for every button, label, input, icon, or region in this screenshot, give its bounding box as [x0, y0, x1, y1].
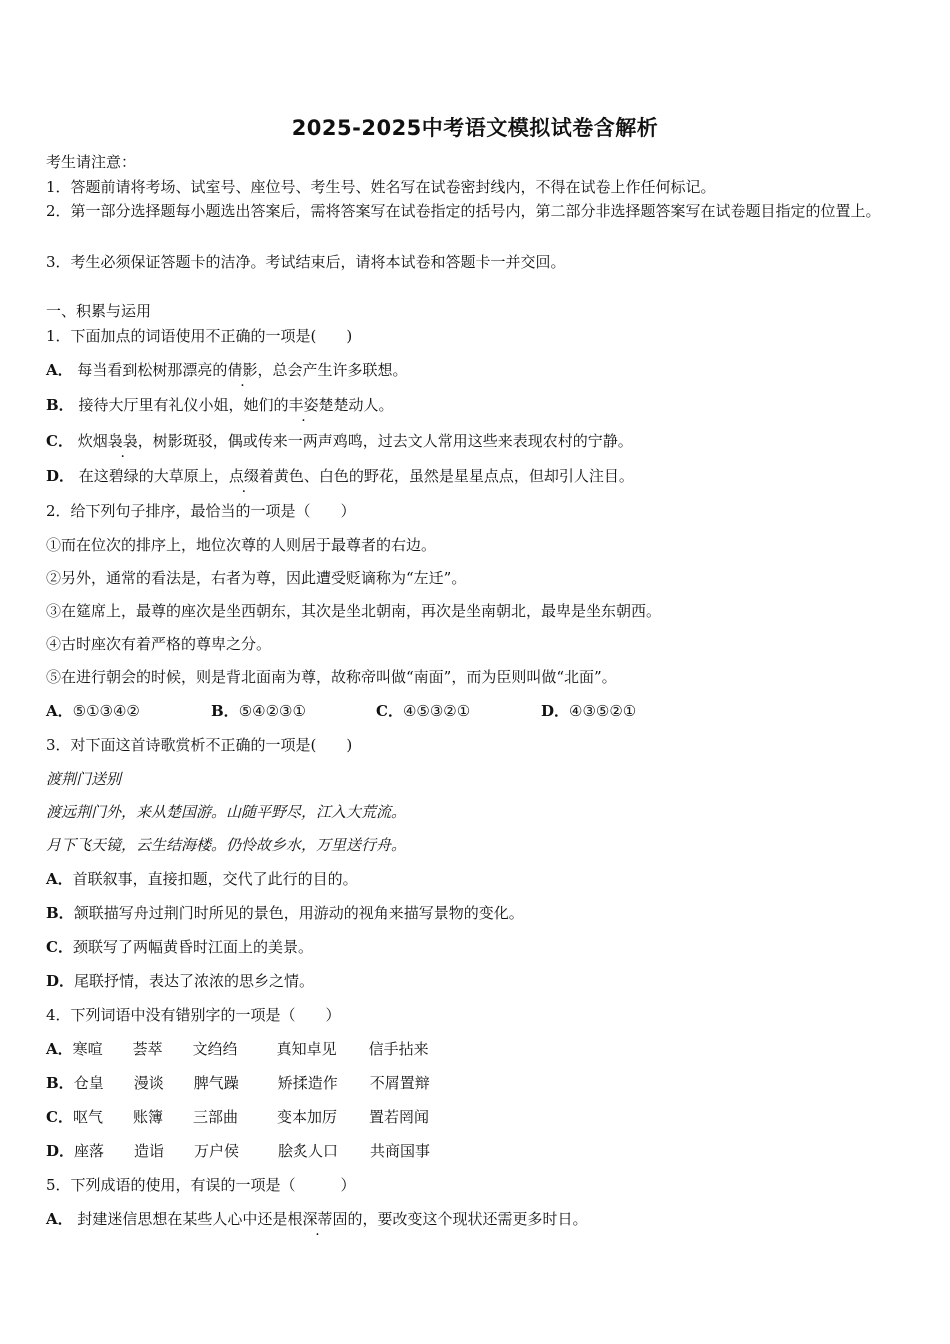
q2-sentence-4: ④古时座次有着严格的尊卑之分。: [46, 635, 272, 653]
q4-word: 真知卓见: [276, 1040, 337, 1058]
q1-option-d: [46, 465, 634, 487]
q2-option-d: [541, 700, 636, 722]
option-label: D．: [541, 702, 570, 720]
option-text: ⑤①③④②: [72, 702, 140, 720]
poem-line-1: 渡远荆门外，来从楚国游。山随平野尽，江入大荒流。: [46, 803, 407, 821]
option-text: 颈联写了两幅黄昏时江面上的美景。: [72, 938, 313, 956]
page-title: 2025-2025中考语文模拟试卷含解析: [291, 116, 659, 140]
option-label: B．: [46, 904, 74, 922]
q4-word: 座落: [74, 1142, 105, 1160]
q4-word: 呕气: [72, 1108, 103, 1126]
q1-stem: 1．下面加点的词语使用不正确的一项是( ): [46, 327, 353, 345]
notice-item-3: 3．考生必须保证答题卡的洁净。考试结束后，请将本试卷和答题卡一并交回。: [46, 253, 566, 271]
option-label: A．: [46, 1040, 73, 1058]
dotted-word: 根深蒂固: [287, 1210, 348, 1228]
q2-option-c: [376, 700, 541, 722]
option-label: D．: [46, 467, 75, 485]
dotted-word: 点缀: [228, 467, 259, 485]
notice-heading: 考生请注意：: [46, 153, 137, 171]
q4-option-c: [46, 1106, 429, 1128]
dotted-word: 倩影: [227, 361, 258, 379]
q2-options: [46, 700, 636, 722]
q5-option-a: [46, 1208, 587, 1230]
option-label: B．: [46, 1074, 74, 1092]
q2-sentence-5: ⑤在进行朝会的时候，则是背北面南为尊，故称帝叫做“南面”，而为臣则叫做“北面”。: [46, 668, 617, 686]
q4-word: 脾气躁: [193, 1074, 239, 1092]
q4-stem: 4．下列词语中没有错别字的一项是（ ）: [46, 1006, 341, 1024]
option-label: A．: [46, 870, 73, 888]
option-text: 颔联描写舟过荆门时所见的景色，用游动的视角来描写景物的变化。: [73, 904, 524, 922]
dotted-word: 丰姿: [288, 396, 319, 414]
option-label: A．: [46, 1210, 73, 1228]
option-text: 的，要改变这个现状还需更多时日。: [347, 1210, 588, 1228]
option-text: 尾联抒情，表达了浓浓的思乡之情。: [74, 972, 315, 990]
option-text: ，总会产生许多联想。: [257, 361, 408, 379]
q2-sentence-3: ③在筵席上，最尊的座次是坐西朝东，其次是坐北朝南，再次是坐南朝北，最卑是坐东朝西。: [46, 602, 662, 620]
option-text: 着黄色、白色的野花，虽然是星星点点，但却引人注目。: [258, 467, 634, 485]
q4-option-b: [46, 1072, 430, 1094]
poem-line-2: 月下飞天镜，云生结海楼。仍怜故乡水，万里送行舟。: [46, 836, 407, 854]
section-heading: 一、积累与运用: [46, 302, 152, 320]
option-text: ④⑤③②①: [402, 702, 471, 720]
q4-word: 仓皇: [73, 1074, 104, 1092]
q3-option-a: [46, 868, 358, 890]
q3-option-b: [46, 902, 524, 924]
option-label: C．: [46, 1108, 73, 1126]
q4-word: 三部曲: [192, 1108, 238, 1126]
option-text: 每当看到松树那漂亮的: [77, 361, 228, 379]
notice-item-1: 1．答题前请将考场、试室号、座位号、考生号、姓名写在试卷密封线内，不得在试卷上作任何标记。: [46, 178, 716, 196]
option-label: A．: [46, 702, 73, 720]
q4-word: 矫揉造作: [277, 1074, 338, 1092]
option-text: 炊烟: [77, 432, 108, 450]
q1-option-a: [46, 359, 407, 381]
q4-word: 脍炙人口: [278, 1142, 339, 1160]
option-label: C．: [46, 938, 73, 956]
q4-word: 荟萃: [132, 1040, 163, 1058]
q4-word: 造诣: [134, 1142, 165, 1160]
q5-stem: 5．下列成语的使用，有误的一项是（ ）: [46, 1176, 356, 1194]
q4-word: 账簿: [132, 1108, 163, 1126]
q4-word: 不屑置辩: [369, 1074, 430, 1092]
option-text: 接待大厅里有礼仪小姐，她们的: [78, 396, 289, 414]
option-text: ⑤④②③①: [238, 702, 306, 720]
option-label: B．: [211, 702, 239, 720]
q3-option-c: [46, 936, 313, 958]
option-label: C．: [376, 702, 403, 720]
q4-word: 信手拈来: [368, 1040, 429, 1058]
q4-word: 文绉绉: [192, 1040, 238, 1058]
q3-option-d: [46, 970, 314, 992]
option-label: D．: [46, 972, 75, 990]
q3-stem: 3．对下面这首诗歌赏析不正确的一项是( ): [46, 736, 353, 754]
q2-sentence-2: ②另外，通常的看法是，右者为尊，因此遭受贬谪称为“左迁”。: [46, 569, 467, 587]
q4-word: 共商国事: [370, 1142, 431, 1160]
poem-title: 渡荆门送别: [46, 770, 122, 788]
q2-stem: 2．给下列句子排序，最恰当的一项是（ ）: [46, 502, 356, 520]
q2-sentence-1: ①而在位次的排序上，地位次尊的人则居于最尊者的右边。: [46, 536, 437, 554]
option-label: C．: [46, 432, 73, 450]
option-label: D．: [46, 1142, 75, 1160]
q2-option-a: [46, 700, 211, 722]
notice-item-2: 2．第一部分选择题每小题选出答案后，需将答案写在试卷指定的括号内，第二部分非选择题答案写在试卷题目指定的位置上。: [46, 202, 881, 220]
option-label: B．: [46, 396, 74, 414]
dotted-word: 袅袅: [107, 432, 138, 450]
q4-word: 漫谈: [133, 1074, 164, 1092]
option-text: ④③⑤②①: [569, 702, 637, 720]
option-label: A．: [46, 361, 73, 379]
q4-word: 寒喧: [72, 1040, 103, 1058]
option-text: 楚楚动人。: [318, 396, 394, 414]
q4-word: 变本加厉: [276, 1108, 337, 1126]
q1-option-b: [46, 394, 394, 416]
option-text: 首联叙事，直接扣题，交代了此行的目的。: [72, 870, 358, 888]
q4-word: 万户侯: [194, 1142, 240, 1160]
option-text: 封建迷信思想在某些人心中还是: [77, 1210, 288, 1228]
option-text: 在这碧绿的大草原上，: [78, 467, 229, 485]
option-text: ，树影斑驳，偶或传来一两声鸡鸣，过去文人常用这些来表现农村的宁静。: [137, 432, 633, 450]
q4-word: 置若罔闻: [368, 1108, 429, 1126]
q4-option-a: [46, 1038, 429, 1060]
q1-option-c: [46, 430, 633, 452]
q2-option-b: [211, 700, 376, 722]
q4-option-d: [46, 1140, 430, 1162]
